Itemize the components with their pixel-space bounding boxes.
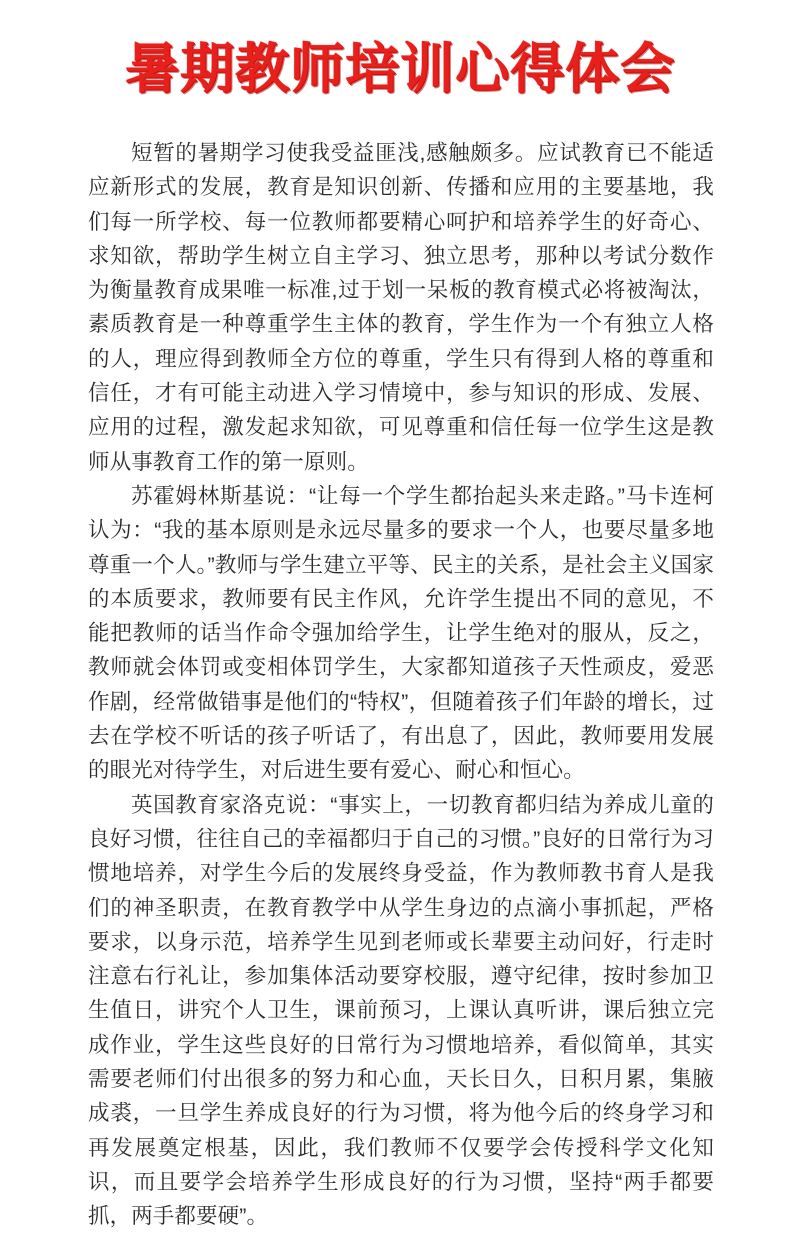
body-paragraph: 英国教育家洛克说：“事实上，一切教育都归结为养成儿童的良好习惯，往往自己的幸福都归于自己的习惯。”良好的日常行为习惯地培养，对学生今后的发展终身受益，作为教师教书育人是我们的神圣职责，在教育教学中从学生身边的点滴小事抓起，严格要求，以身示范，培养学生见到老师或长辈要主动问好，行走时注意右行礼让，参加集体活动要穿校服，遵守纪律，按时参加卫生值日，讲究个人卫生，课前预习，上课认真听讲，课后独立完成作业，学生这些良好的日常行为习惯地培养，看似简单，其实需要老师们付出很多的努力和心血，天长日久，日积月累，集腋成裘，一旦学生养成良好的行为习惯，将为他今后的终身学习和再发展奠定根基，因此，我们教师不仅要学会传授科学文化知识，而且要学会培养学生形成良好的行为习惯，坚持“两手都要抓，两手都要硬”。 [88,792,714,1229]
body-paragraph: 苏霍姆林斯基说：“让每一个学生都抬起头来走路。”马卡连柯认为：“我的基本原则是永远尽量多的要求一个人，也要尽量多地尊重一个人。”教师与学生建立平等、民主的关系，是社会主义国家的本质要求，教师要有民主作风，允许学生提出不同的意见，不能把教师的话当作命令强加给学生，让学生绝对的服从，反之，教师就会体罚或变相体罚学生，大家都知道孩子天性顽皮，爱恶作剧，经常做错事是他们的“特权”，但随着孩子们年龄的增长，过去在学校不听话的孩子听话了，有出息了，因此，教师要用发展的眼光对待学生，对后进生要有爱心、耐心和恒心。 [88,483,714,783]
page-title: 暑期教师培训心得体会 [125,39,675,99]
document-body [88,136,714,1234]
body-paragraph: 短暂的暑期学习使我受益匪浅,感触颇多。应试教育已不能适应新形式的发展，教育是知识创新、传播和应用的主要基地，我们每一所学校、每一位教师都要精心呵护和培养学生的好奇心、求知欲，帮助学生树立自主学习、独立思考，那种以考试分数作为衡量教育成果唯一标准,过于划一呆板的教育模式必将被淘汰，素质教育是一种尊重学生主体的教育，学生作为一个有独立人格的人，理应得到教师全方位的尊重，学生只有得到人格的尊重和信任，才有可能主动进入学习情境中，参与知识的形成、发展、应用的过程，激发起求知欲，可见尊重和信任每一位学生这是教师从事教育工作的第一原则。 [88,141,714,474]
